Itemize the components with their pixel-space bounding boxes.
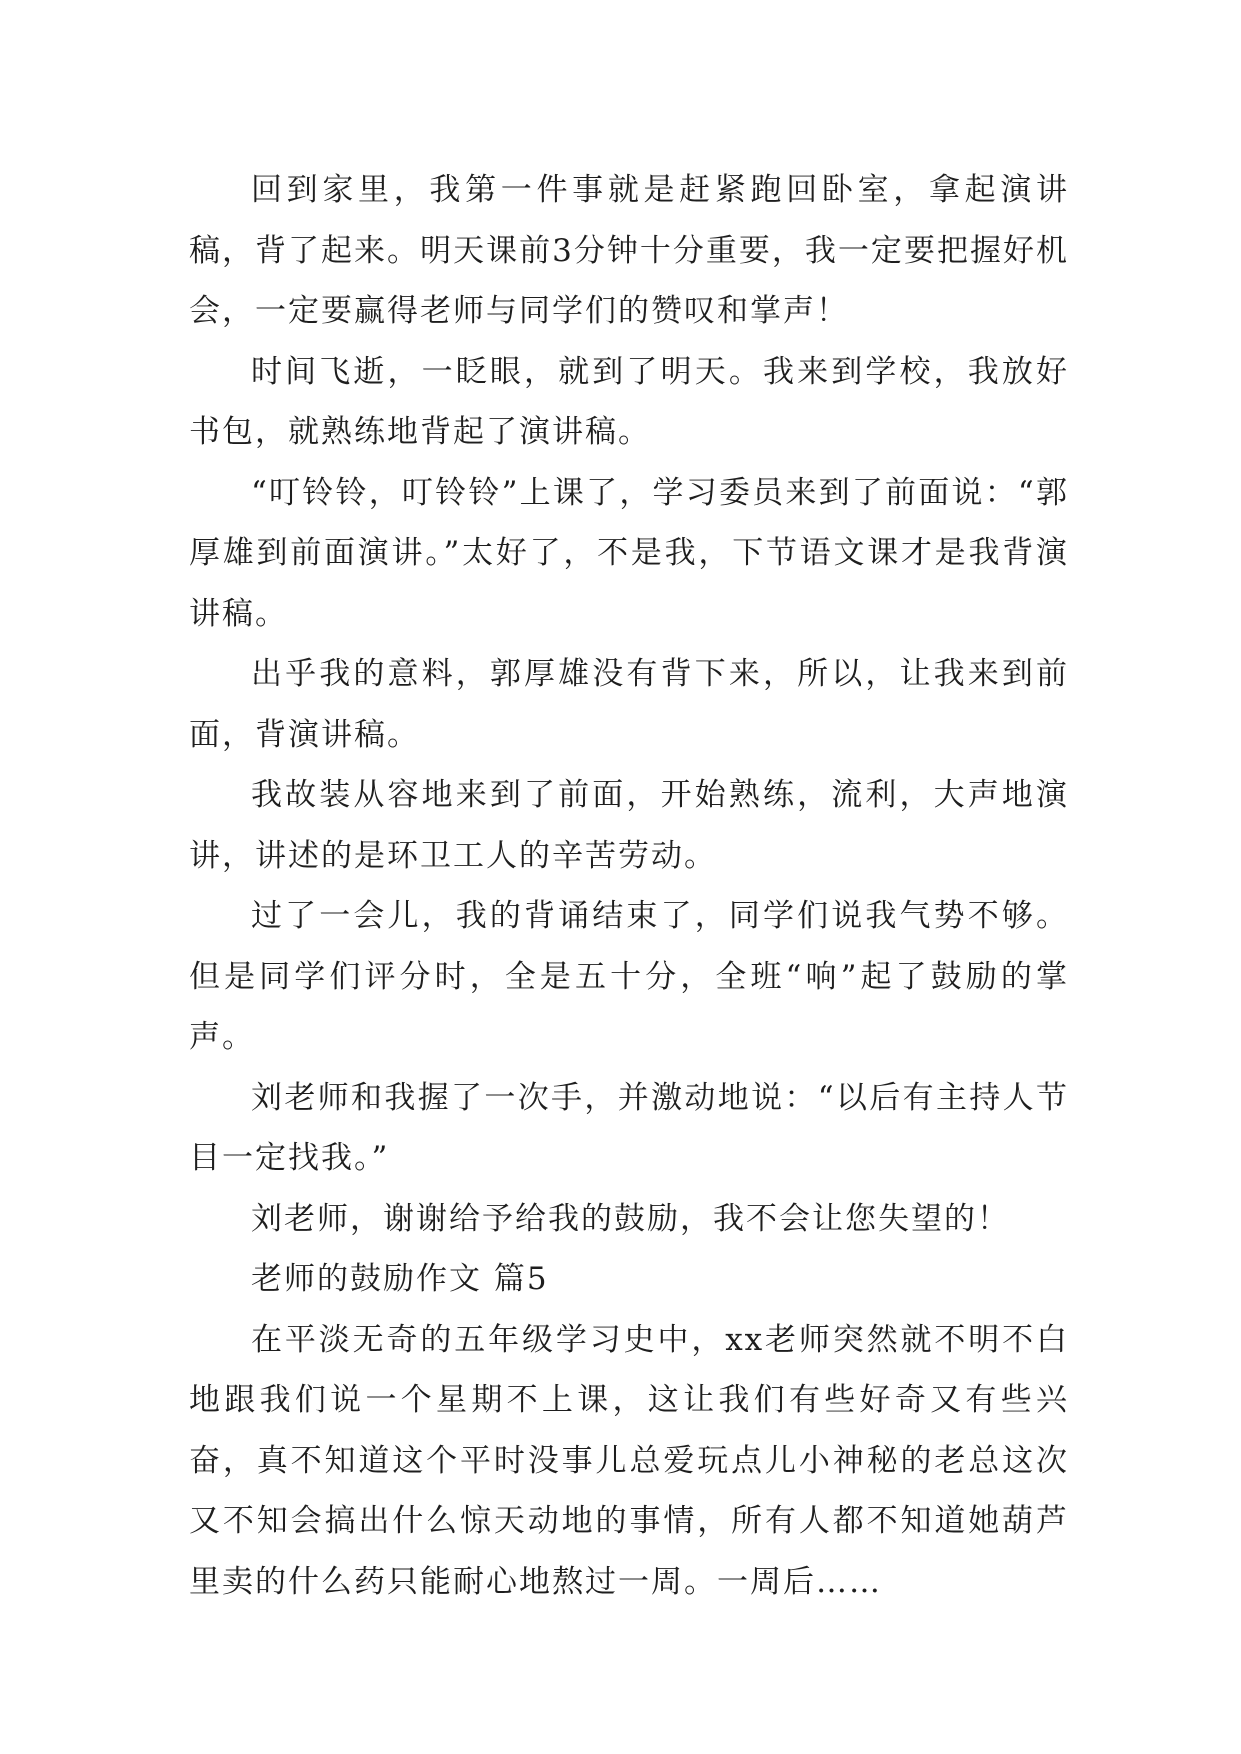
paragraph-8: 刘老师，谢谢给予给我的鼓励，我不会让您失望的！ <box>251 1200 1010 1237</box>
paragraph-4: 出乎我的意料，郭厚雄没有背下来，所以，让我来到前面，背演讲稿。 <box>189 656 1069 753</box>
paragraph-9: 在平淡无奇的五年级学习史中，xx老师突然就不明不白地跟我们说一个星期不上课，这让我们有些好奇又有些兴奋，真不知道这个平时没事儿总爱玩点儿小神秘的老总这次又不知会搞出什么惊天动地的事情，所有人都不知道她葫芦里卖的什么药只能耐心地熬过一周。一周后…… <box>189 1321 1069 1600</box>
paragraph-5: 我故装从容地来到了前面，开始熟练，流利，大声地演讲，讲述的是环卫工人的辛苦劳动。 <box>189 777 1069 874</box>
document-body <box>189 160 1069 1612</box>
section-heading: 老师的鼓励作文 篇5 <box>251 1261 549 1297</box>
paragraph-6: 过了一会儿，我的背诵结束了，同学们说我气势不够。但是同学们评分时，全是五十分，全班“响”起了鼓励的掌声。 <box>189 898 1069 1055</box>
paragraph-7: 刘老师和我握了一次手，并激动地说：“以后有主持人节目一定找我。” <box>189 1079 1069 1176</box>
paragraph-3: “叮铃铃，叮铃铃”上课了，学习委员来到了前面说：“郭厚雄到前面演讲。”太好了，不是我，下节语文课才是我背演讲稿。 <box>189 474 1069 632</box>
paragraph-2: 时间飞逝，一眨眼，就到了明天。我来到学校，我放好书包，就熟练地背起了演讲稿。 <box>189 353 1069 450</box>
paragraph-1: 回到家里，我第一件事就是赶紧跑回卧室，拿起演讲稿，背了起来。明天课前3分钟十分重要，我一定要把握好机会，一定要赢得老师与同学们的赞叹和掌声！ <box>189 172 1069 329</box>
